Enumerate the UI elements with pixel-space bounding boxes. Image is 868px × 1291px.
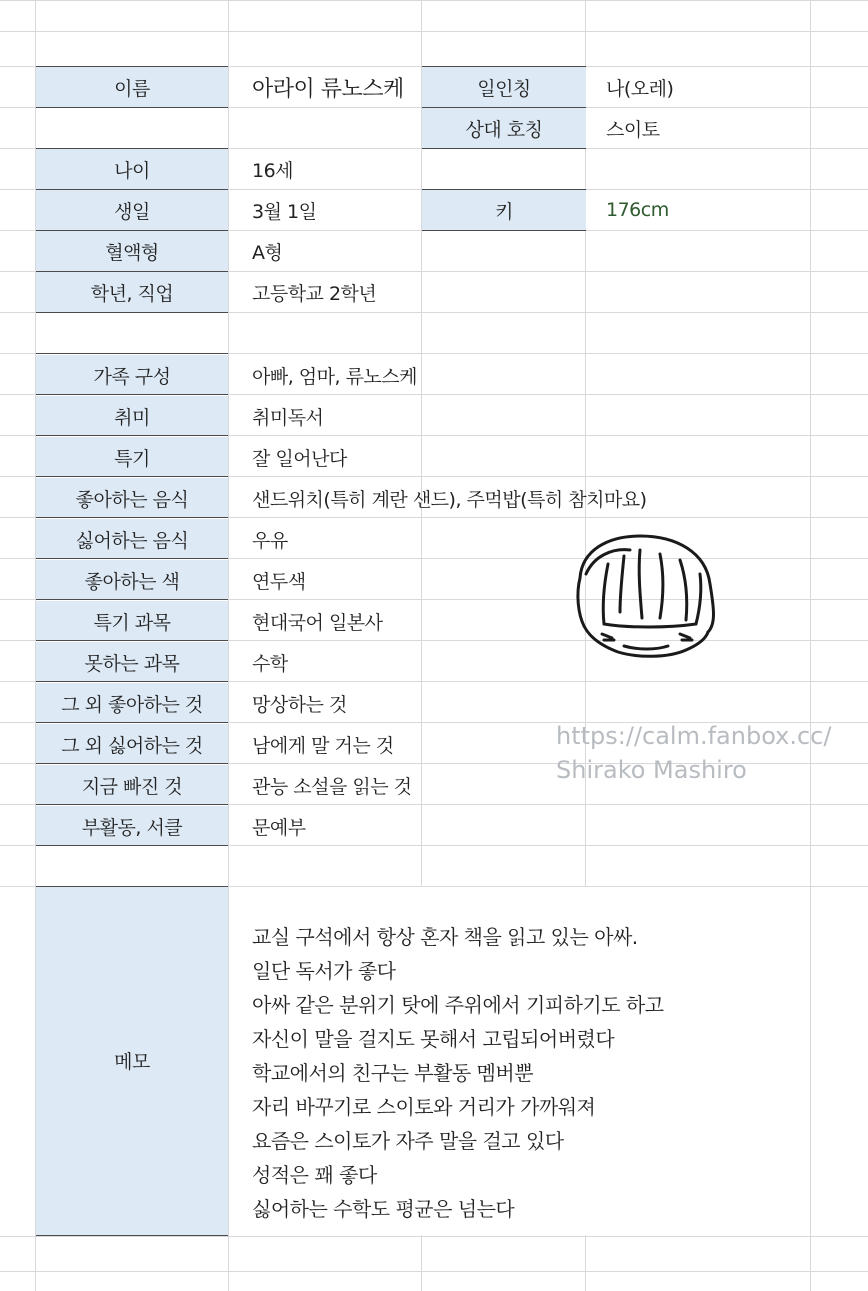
cell-border [36, 66, 228, 67]
birthday-label: 생일 [36, 190, 228, 230]
first-person-label: 일인칭 [422, 67, 586, 107]
memo-line: 학교에서의 친구는 부활동 멤버뿐 [252, 1061, 534, 1085]
age-value[interactable]: 16세 [252, 159, 294, 182]
name-label: 이름 [36, 67, 228, 107]
detail-value[interactable]: 연두색 [252, 570, 306, 593]
cell-border [422, 189, 586, 190]
detail-label: 특기 [36, 437, 228, 477]
blood-label: 혈액형 [36, 231, 228, 271]
detail-value[interactable]: 문예부 [252, 816, 306, 839]
height-label: 키 [422, 190, 586, 230]
cell-border [36, 107, 228, 108]
detail-label: 싫어하는 음식 [36, 519, 228, 559]
detail-label: 특기 과목 [36, 601, 228, 641]
cell-border [36, 271, 228, 272]
memo-text[interactable] [252, 920, 664, 1226]
grid-col-line [810, 0, 811, 1291]
cell-border [36, 353, 228, 354]
detail-label: 부활동, 서클 [36, 806, 228, 846]
memo-line: 요즘은 스이토가 자주 말을 걸고 있다 [252, 1129, 564, 1153]
memo-line: 교실 구석에서 항상 혼자 책을 읽고 있는 아싸. [252, 925, 638, 949]
cell-border [36, 312, 228, 313]
memo-line: 성적은 꽤 좋다 [252, 1163, 377, 1187]
grade-value[interactable]: 고등학교 2학년 [252, 282, 377, 305]
name-value[interactable]: 아라이 류노스케 [252, 76, 404, 102]
cell-border [422, 148, 586, 149]
detail-label: 못하는 과목 [36, 642, 228, 682]
detail-value[interactable]: 아빠, 엄마, 류노스케 [252, 365, 417, 388]
grid-row-line [0, 1271, 868, 1272]
cell-border [36, 476, 228, 477]
birthday-value[interactable]: 3월 1일 [252, 200, 317, 223]
detail-label: 취미 [36, 396, 228, 436]
memo-line: 싫어하는 수학도 평균은 넘는다 [252, 1197, 515, 1221]
cell-border [36, 763, 228, 764]
detail-value[interactable]: 취미독서 [252, 406, 324, 429]
cell-border [36, 435, 228, 436]
detail-label: 지금 빠진 것 [36, 765, 228, 805]
call-other-value[interactable]: 스이토 [606, 118, 660, 141]
watermark-author: Shirako Mashiro [556, 756, 747, 784]
call-other-label: 상대 호칭 [422, 108, 586, 148]
cell-border [36, 230, 228, 231]
memo-line: 자신이 말을 걸지도 못해서 고립되어버렸다 [252, 1027, 615, 1051]
detail-label: 좋아하는 색 [36, 560, 228, 600]
cell-border [422, 66, 586, 67]
cell-border [36, 599, 228, 600]
cell-border [36, 804, 228, 805]
detail-value[interactable]: 우유 [252, 529, 288, 552]
cell-border [36, 722, 228, 723]
grade-label: 학년, 직업 [36, 272, 228, 312]
detail-label: 좋아하는 음식 [36, 478, 228, 518]
cell-border [36, 148, 228, 149]
first-person-value[interactable]: 나(오레) [606, 77, 674, 100]
detail-label: 그 외 싫어하는 것 [36, 724, 228, 764]
detail-value[interactable]: 샌드위치(특히 계란 샌드), 주먹밥(특히 참치마요) [252, 488, 647, 511]
memo-line: 자리 바꾸기로 스이토와 거리가 가까워져 [252, 1095, 596, 1119]
detail-value[interactable]: 현대국어 일본사 [252, 611, 383, 634]
cell-border [422, 230, 586, 231]
age-label: 나이 [36, 149, 228, 189]
grid-row-line [0, 1236, 868, 1237]
detail-value[interactable]: 잘 일어난다 [252, 447, 347, 470]
cell-border [36, 1235, 228, 1236]
watermark-url: https://calm.fanbox.cc/ [556, 722, 832, 750]
memo-label: 메모 [36, 886, 228, 1235]
cell-border [36, 517, 228, 518]
cell-border [36, 886, 228, 887]
memo-line: 아싸 같은 분위기 탓에 주위에서 기피하기도 하고 [252, 993, 664, 1017]
height-value[interactable]: 176cm [606, 199, 669, 221]
cell-border [36, 394, 228, 395]
blood-value[interactable]: A형 [252, 241, 283, 264]
detail-value[interactable]: 망상하는 것 [252, 693, 347, 716]
cell-border [36, 845, 228, 846]
memo-line: 일단 독서가 좋다 [252, 959, 396, 983]
cell-border [36, 681, 228, 682]
cell-border [422, 107, 586, 108]
cell-border [36, 189, 228, 190]
detail-label: 가족 구성 [36, 355, 228, 395]
character-doodle-icon [568, 528, 724, 664]
cell-border [36, 640, 228, 641]
grid-row-line [0, 0, 868, 1]
detail-value[interactable]: 관능 소설을 읽는 것 [252, 775, 412, 798]
detail-value[interactable]: 수학 [252, 652, 288, 675]
detail-label: 그 외 좋아하는 것 [36, 683, 228, 723]
detail-value[interactable]: 남에게 말 거는 것 [252, 734, 394, 757]
cell-border [36, 558, 228, 559]
grid-row-line [0, 31, 868, 32]
